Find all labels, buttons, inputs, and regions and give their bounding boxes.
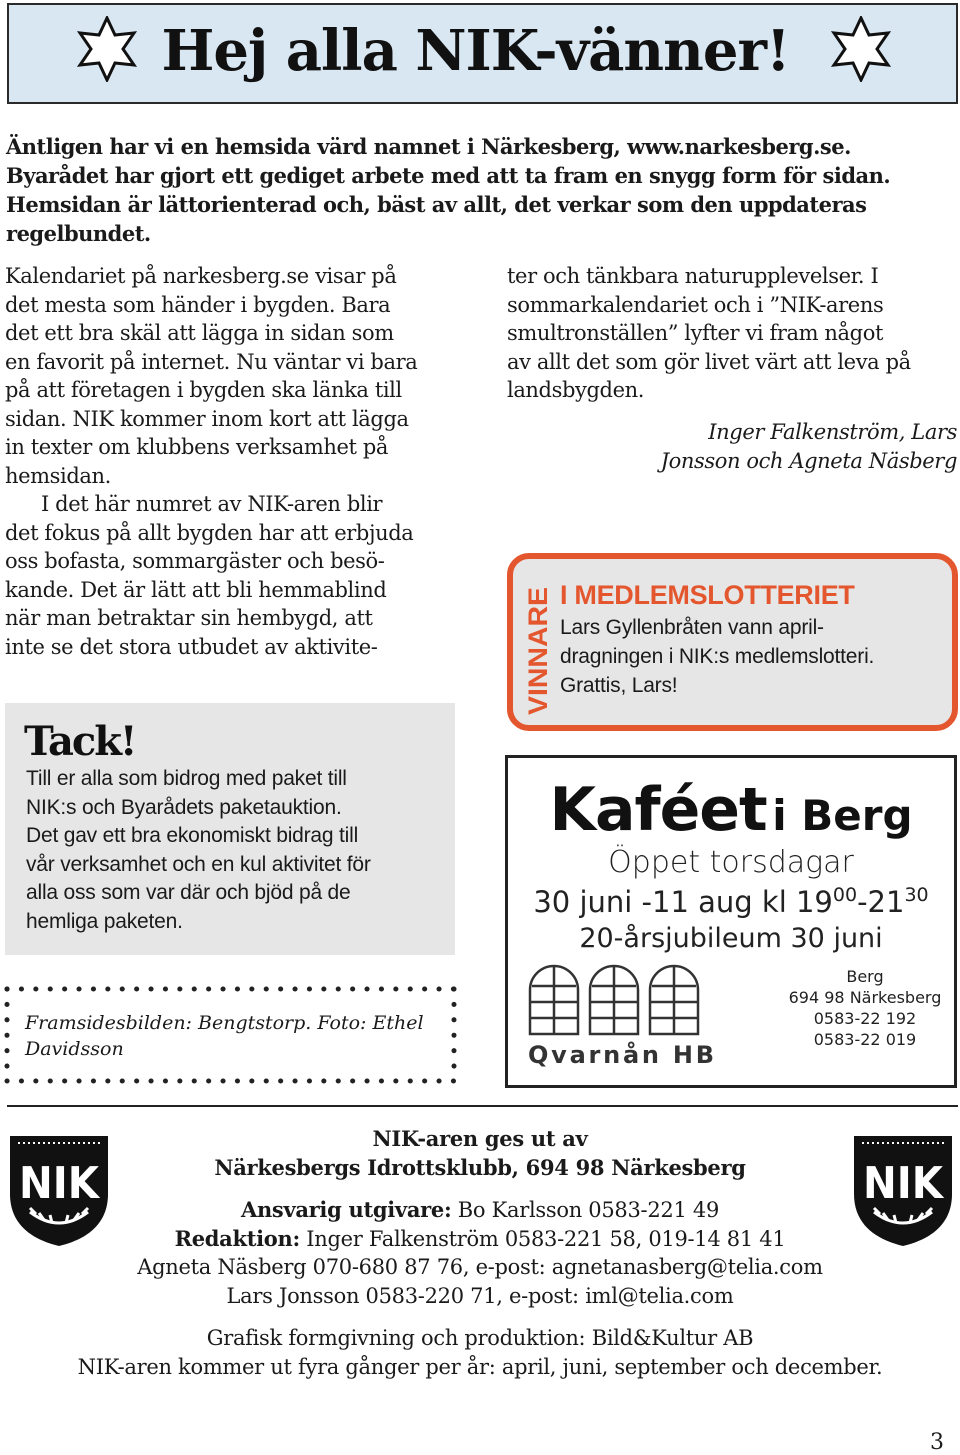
- article-line: det fokus på allt bygden har att erbjuda: [5, 520, 414, 545]
- cafe-open-days: Öppet torsdagar: [608, 845, 854, 880]
- page-number: 3: [930, 1430, 944, 1455]
- intro-line: regelbundet.: [6, 221, 151, 246]
- qvarnan-logo-text: Qvarnån HB: [528, 1041, 714, 1069]
- article-signature: [507, 418, 957, 475]
- article-line: sidan. NIK kommer inom kort att lägga: [5, 406, 409, 431]
- thanks-line: Det gav ett bra ekonomiskt bidrag till: [26, 824, 359, 847]
- article-right-column: [507, 262, 957, 405]
- intro-line: Äntligen har vi en hemsida värd namnet i Närkesberg, www.narkesberg.se.: [6, 134, 851, 159]
- colophon: [0, 1125, 960, 1381]
- winner-text: [560, 613, 955, 700]
- publisher-value: Bo Karlsson 0583-221 49: [451, 1198, 720, 1222]
- signature-line: Inger Falkenström, Lars: [708, 420, 957, 444]
- design-line: Grafisk formgivning och produktion: Bild&Kultur AB: [206, 1326, 754, 1350]
- intro-line: Byarådet har gjort ett gediget arbete med att ta fram en snygg form för sidan.: [6, 163, 891, 188]
- colophon-line: Närkesbergs Idrottsklubb, 694 98 Närkesberg: [214, 1154, 746, 1180]
- article-line: det ett bra skäl att lägga in sidan som: [5, 321, 394, 345]
- article-line: det mesta som händer i bygden. Bara: [5, 292, 391, 317]
- cafe-time-to-hour: -21: [857, 885, 905, 919]
- vinnare-label: VINNARE: [523, 593, 553, 715]
- nik-logo-text: NIK: [863, 1158, 945, 1209]
- article-line: av allt det som gör livet värt att leva på: [507, 349, 911, 374]
- cafe-address-line: Berg: [846, 967, 884, 986]
- cafe-dates-text: 30 juni -11 aug kl 19: [533, 885, 833, 919]
- winner-line: dragningen i NIK:s medlemslotteri.: [560, 645, 875, 668]
- thanks-line: alla oss som var där och bjöd på de: [26, 881, 351, 904]
- cafe-address-line: 0583-22 019: [813, 1030, 917, 1049]
- article-line: landsbygden.: [507, 378, 645, 402]
- article-line: oss bofasta, sommargäster och besö-: [5, 549, 385, 573]
- qvarnan-logo: [524, 962, 724, 1072]
- photo-credit-line: Davidsson: [25, 1038, 124, 1060]
- article-line: på att företagen i bygden ska länka till: [5, 378, 402, 402]
- thanks-line: hemliga paketen.: [26, 909, 183, 933]
- winner-side-label: [517, 585, 557, 720]
- cafe-time-from-min: 00: [832, 884, 858, 906]
- article-left-column: [5, 262, 455, 661]
- article-line: I det här numret av NIK-aren blir: [41, 492, 383, 516]
- page-title: Hej alla NIK-vänner!: [161, 18, 790, 84]
- thanks-title: Tack!: [24, 718, 136, 765]
- intro-paragraph: [6, 132, 956, 248]
- nik-logo-text: NIK: [19, 1158, 101, 1209]
- divider: [7, 1105, 958, 1107]
- article-line: in texter om klubbens verksamhet på: [5, 435, 388, 459]
- cafe-title: [505, 775, 957, 845]
- article-line: kande. Det är lätt att bli hemmablind: [5, 577, 387, 602]
- editor-line-2: Agneta Näsberg 070-680 87 76, e-post: agnetanasberg@telia.com: [137, 1255, 823, 1279]
- article-line: sommarkalendariet och i ”NIK-arens: [507, 292, 884, 317]
- article-line: hemsidan.: [5, 463, 111, 488]
- colophon-line: NIK-aren ges ut av: [372, 1126, 588, 1151]
- winner-heading: I MEDLEMSLOTTERIET: [560, 580, 855, 610]
- cafe-time-to-min: 30: [904, 884, 929, 906]
- editor-value: Inger Falkenström 0583-221 58, 019-14 81 41: [299, 1226, 786, 1251]
- article-line: Kalendariet på narkesberg.se visar på: [5, 264, 397, 288]
- editor-line-3: Lars Jonsson 0583-220 71, e-post: iml@telia.com: [226, 1283, 734, 1308]
- editor-line: [0, 1225, 960, 1254]
- thanks-line: Till er alla som bidrog med paket till: [26, 767, 347, 790]
- article-line: en favorit på internet. Nu väntar vi bara: [5, 349, 418, 374]
- thanks-text: [26, 765, 451, 936]
- cafe-address-line: 694 98 Närkesberg: [788, 988, 942, 1007]
- intro-line: Hemsidan är lättorienterad och, bäst av allt, det verkar som den uppdateras: [6, 192, 867, 217]
- thanks-line: vår verksamhet och en kul aktivitet för: [26, 852, 371, 876]
- frequency-line: NIK-aren kommer ut fyra gånger per år: april, juni, september och december.: [77, 1354, 883, 1379]
- cafe-title-rest: i Berg: [772, 791, 913, 840]
- signature-line: Jonsson och Agneta Näsberg: [660, 448, 957, 473]
- photo-credit-line: Framsidesbilden: Bengtstorp. Foto: Ethel: [25, 1012, 424, 1034]
- article-line: inte se det stora utbudet av aktivite-: [5, 634, 378, 659]
- publisher-label: Ansvarig utgivare:: [240, 1197, 452, 1222]
- article-line: när man betraktar sin hembygd, att: [5, 606, 373, 630]
- thanks-line: NIK:s och Byarådets paketauktion.: [26, 795, 342, 819]
- cafe-title-main: Kaféet: [549, 775, 767, 845]
- cafe-address-line: 0583-22 192: [813, 1009, 917, 1028]
- winner-line: Lars Gyllenbråten vann april-: [560, 616, 824, 639]
- cafe-jubilee: 20-årsjubileum 30 juni: [579, 923, 883, 954]
- cafe-address: [775, 966, 955, 1050]
- editor-label: Redaktion:: [174, 1225, 300, 1251]
- winner-line: Grattis, Lars!: [560, 674, 678, 697]
- cafe-dates: [505, 884, 957, 919]
- publisher-line: [0, 1196, 960, 1225]
- article-line: smultronställen” lyfter vi fram något: [507, 321, 883, 345]
- photo-credit: [25, 1010, 445, 1062]
- article-line: ter och tänkbara naturupplevelser. I: [507, 264, 879, 288]
